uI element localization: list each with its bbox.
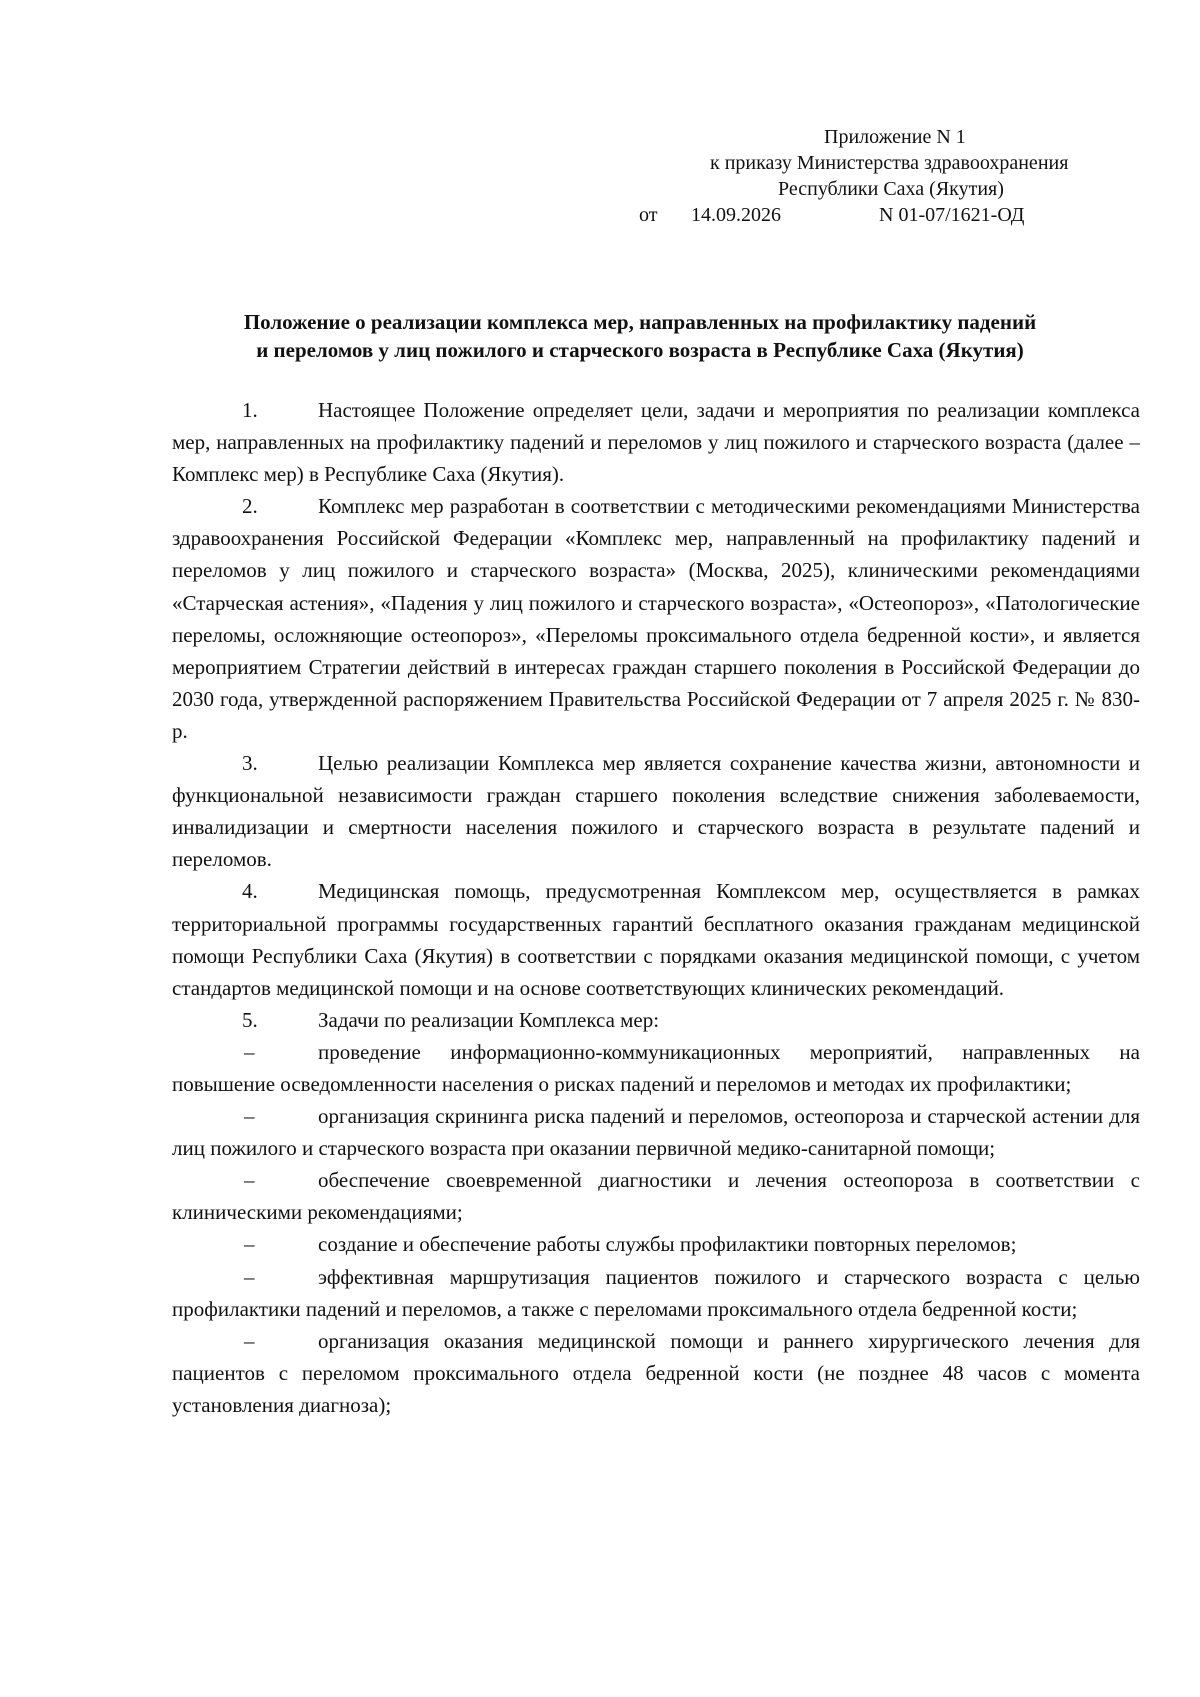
republic-name: Республики Саха (Якутия) [778,178,1004,200]
numbered-paragraph [172,875,1140,1003]
task-item [172,1036,1140,1100]
task-item [172,1261,1140,1325]
list-dash: – [244,1232,255,1257]
paragraph-text: Настоящее Положение определяет цели, задачи и мероприятия по реализации комплекса мер, направленных на профилактику падений и переломов у лиц пожилого и старческого возраста (далее – Комплекс мер) в Республике Саха (Якутия). [172,398,1140,487]
from-label: от [639,204,658,226]
task-item [172,1228,1140,1260]
paragraph-text: Целью реализации Комплекса мер является сохранение качества жизни, автономности и функциональной независимости граждан старшего поколения вследствие снижения заболеваемости, инвалидизации и смертности населения пожилого и старческого возраста в результате падений и переломов. [172,751,1140,872]
paragraph-number: 1. [242,398,258,422]
task-item [172,1164,1140,1228]
paragraph-number: 4. [242,879,258,904]
list-dash: – [244,1328,255,1353]
task-text: создание и обеспечение работы службы профилактики повторных переломов; [318,1232,1017,1257]
paragraph-number: 5. [242,1007,258,1032]
list-dash: – [244,1264,255,1289]
paragraph-text: Комплекс мер разработан в соответствии с методическими рекомендациями Министерства здравоохранения Российской Федерации «Комплекс мер, направленный на профилактику падений и переломов у лиц пожилого и старческого возраста» (Москва, 2025), клиническими рекомендациями «Старческая астения», «Падения у лиц пожилого и старческого возраста», «Остеопороз», «Патологические переломы, осложняющие остеопороз», «Переломы проксимального отдела бедренной кости», и является мероприятием Стратегии действий в интересах граждан старшего поколения в Российской Федерации до 2030 года, утвержденной распоряжением Правительства Российской Федерации от 7 апреля 2025 г. № 830-р. [172,494,1140,743]
task-text: проведение информационно-коммуникационных мероприятий, направленных на повышение осведомленности населения о рисках падений и переломов и методах их профилактики; [172,1039,1140,1096]
task-text: обеспечение своевременной диагностики и лечения остеопороза в соответствии с клиническими рекомендациями; [172,1168,1140,1225]
appendix-header [639,124,1140,228]
paragraph-number: 3. [242,751,258,776]
task-text: организация скрининга риска падений и переломов, остеопороза и старческой астении для лиц пожилого и старческого возраста при оказании первичной медико-санитарной помощи; [172,1104,1140,1161]
task-item [172,1325,1140,1421]
document-body [172,394,1140,1421]
numbered-paragraph [172,394,1140,490]
appendix-label: Приложение N 1 [824,126,966,148]
numbered-paragraph [172,1004,1140,1036]
task-item [172,1100,1140,1164]
list-dash: – [244,1039,255,1064]
title-line-2: и переломов у лиц пожилого и старческого возраста в Республике Саха (Якутия) [256,338,1024,362]
paragraph-text: Задачи по реализации Комплекса мер: [318,1007,660,1032]
order-number: N 01-07/1621-ОД [879,204,1025,226]
document-title [160,308,1120,364]
paragraph-number: 2. [242,494,258,519]
order-date-number-line [639,202,1140,228]
title-line-1: Положение о реализации комплекса мер, направленных на профилактику падений [243,310,1037,334]
task-text: эффективная маршрутизация пациентов пожилого и старческого возраста с целью профилактики падений и переломов, а также с переломами проксимального отдела бедренной кости; [172,1264,1140,1321]
task-text: организация оказания медицинской помощи и раннего хирургического лечения для пациентов с переломом проксимального отдела бедренной кости (не позднее 48 часов с момента установления диагноза); [172,1328,1140,1417]
paragraph-text: Медицинская помощь, предусмотренная Комплексом мер, осуществляется в рамках территориальной программы государственных гарантий бесплатного оказания гражданам медицинской помощи Республики Саха (Якутия) в соответствии с порядками оказания медицинской помощи, с учетом стандартов медицинской помощи и на основе соответствующих клинических рекомендаций. [172,879,1140,1000]
order-date: 14.09.2026 [691,204,781,226]
list-dash: – [244,1168,255,1193]
list-dash: – [244,1104,255,1129]
numbered-paragraph [172,490,1140,747]
order-reference: к приказу Министерства здравоохранения [710,152,1069,174]
numbered-paragraph [172,747,1140,875]
